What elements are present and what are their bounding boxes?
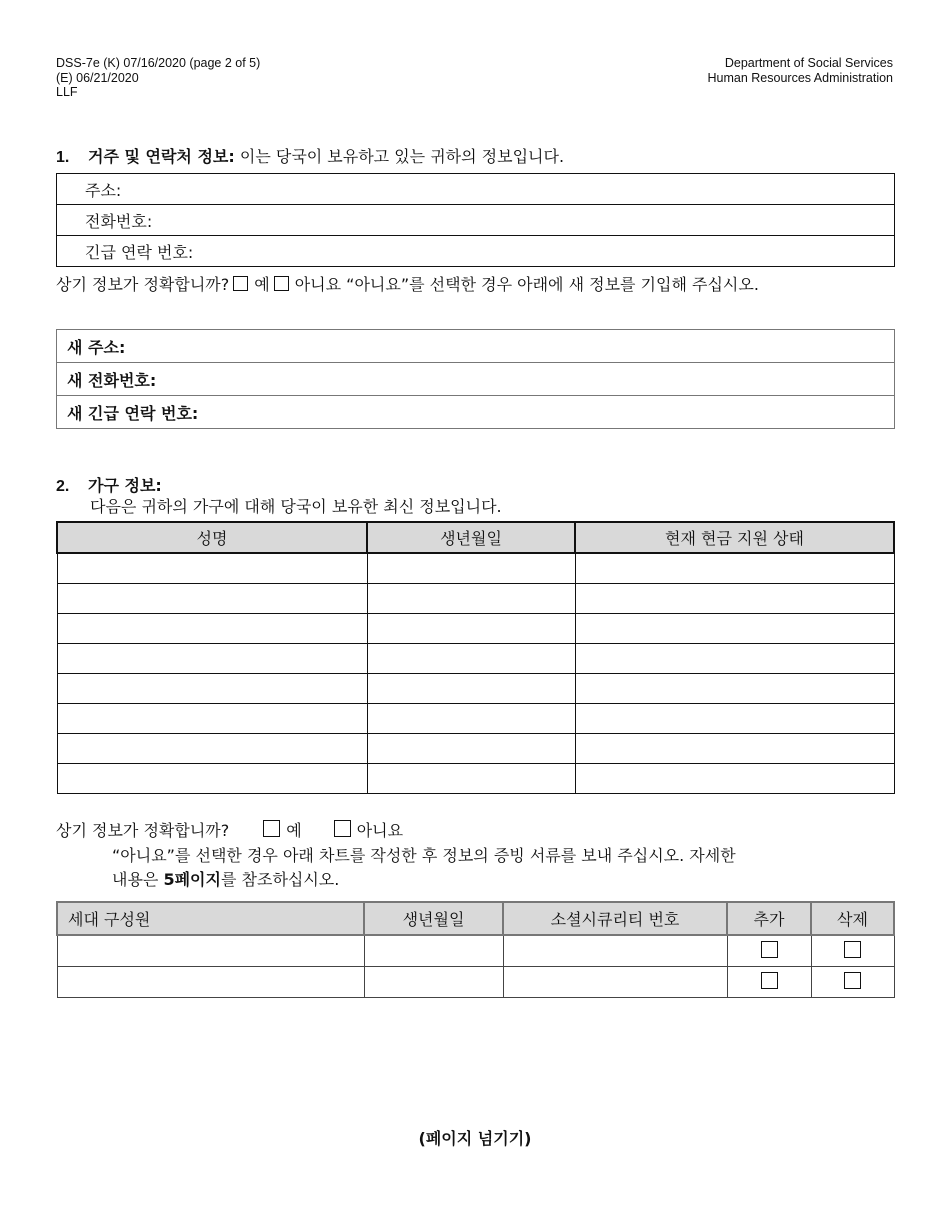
- delete-checkbox[interactable]: [844, 972, 861, 989]
- section1-no-label: 아니요: [294, 275, 342, 294]
- section1-no-checkbox[interactable]: [274, 276, 289, 291]
- household-change-table: [56, 901, 895, 998]
- table-row: [57, 967, 894, 998]
- column-household-member: 세대 구성원: [57, 902, 364, 935]
- new-phone-field[interactable]: 새 전화번호:: [57, 363, 895, 396]
- table-row: [57, 734, 894, 764]
- section2-title: 가구 정보:: [88, 476, 162, 495]
- section2-yes-checkbox[interactable]: [263, 820, 280, 837]
- department-name: Department of Social Services: [724, 56, 893, 70]
- household-table: [56, 521, 895, 794]
- table-row: [57, 764, 894, 794]
- column-ssn: 소셜시큐리티 번호: [503, 902, 727, 935]
- section1-yes-checkbox[interactable]: [233, 276, 248, 291]
- new-emergency-contact-field[interactable]: 새 긴급 연락 번호:: [57, 396, 895, 429]
- table-row: [57, 674, 894, 704]
- table-row: [57, 704, 894, 734]
- change-table-header: [57, 902, 894, 935]
- form-header-left: [56, 56, 260, 100]
- english-date: (E) 06/21/2020: [56, 70, 139, 85]
- section1-yes-label: 예: [254, 275, 270, 294]
- form-id: DSS-7e (K) 07/16/2020 (page 2 of 5): [56, 56, 261, 70]
- table-row: [57, 614, 894, 644]
- section2-no-label: 아니요: [356, 821, 404, 840]
- table-row: [57, 644, 894, 674]
- page-reference: 5페이지: [163, 870, 221, 889]
- delete-checkbox[interactable]: [844, 941, 861, 958]
- section2-confirm-line: [56, 818, 403, 841]
- section2-question: 상기 정보가 정확합니까?: [56, 821, 230, 840]
- form-header-right: [708, 56, 894, 85]
- household-table-header: [57, 522, 894, 553]
- section2-no-checkbox[interactable]: [334, 820, 351, 837]
- section1-confirm-line: [56, 272, 759, 295]
- table-row: [57, 584, 894, 614]
- section2-number: 2.: [56, 478, 70, 495]
- column-add: 추가: [727, 902, 811, 935]
- column-birthdate: 생년월일: [367, 522, 575, 553]
- new-contact-info-table: [56, 329, 895, 429]
- form-code: LLF: [56, 85, 78, 99]
- section1-instruction: “아니요”를 선택한 경우 아래에 새 정보를 기입해 주십시오.: [346, 275, 759, 294]
- section1-title: 거주 및 연락처 정보:: [88, 147, 235, 166]
- turn-page-note: (페이지 넘기기): [418, 1129, 532, 1148]
- administration-name: Human Resources Administration: [707, 70, 893, 85]
- contact-info-table: [56, 173, 895, 267]
- section1-description: 이는 당국이 보유하고 있는 귀하의 정보입니다.: [239, 147, 565, 166]
- table-row: [57, 553, 894, 584]
- column-birthdate: 생년월일: [364, 902, 503, 935]
- table-row: [57, 935, 894, 967]
- section2-instruction-line1: “아니요”를 선택한 경우 아래 차트를 작성한 후 정보의 증빙 서류를 보내 주십시오. 자세한: [112, 846, 736, 865]
- section1-heading: [56, 144, 564, 167]
- column-delete: 삭제: [811, 902, 894, 935]
- section2-heading: [56, 473, 162, 496]
- section1-question: 상기 정보가 정확합니까?: [56, 275, 230, 294]
- section1-number: 1.: [56, 149, 70, 166]
- column-name: 성명: [57, 522, 367, 553]
- column-cash-assistance-status: 현재 현금 지원 상태: [575, 522, 894, 553]
- add-checkbox[interactable]: [761, 972, 778, 989]
- emergency-contact-field[interactable]: 긴급 연락 번호:: [57, 236, 895, 267]
- phone-field[interactable]: 전화번호:: [57, 205, 895, 236]
- address-field[interactable]: 주소:: [57, 174, 895, 205]
- section2-instruction-line2: 내용은 5페이지를 참조하십시오.: [112, 870, 340, 889]
- section2-yes-label: 예: [286, 821, 302, 840]
- new-address-field[interactable]: 새 주소:: [57, 330, 895, 363]
- add-checkbox[interactable]: [761, 941, 778, 958]
- section2-description: 다음은 귀하의 가구에 대해 당국이 보유한 최신 정보입니다.: [90, 497, 502, 516]
